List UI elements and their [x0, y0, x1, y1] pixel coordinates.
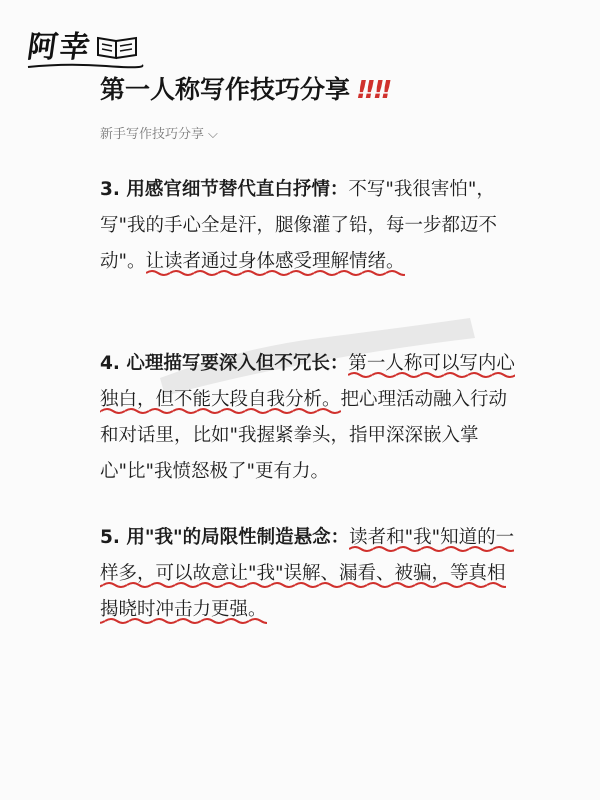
- tip-section-4: [100, 346, 520, 490]
- tip-section-5: [100, 520, 520, 628]
- collection-link[interactable]: [100, 123, 218, 142]
- logo-text: 阿幸: [25, 30, 94, 65]
- chevron-down-icon: ⌵: [208, 127, 218, 142]
- title-text: 第一人称写作技巧分享: [100, 75, 351, 104]
- page-title: [100, 70, 391, 106]
- brand-logo: [26, 22, 146, 72]
- tip-highlight: 第一人称可以写内心独白，但不能大段自我分析。: [100, 353, 515, 415]
- book-icon: [96, 34, 138, 60]
- tip-text: 不写"我很害怕"，写"我的手心全是汗，腿像灌了铅，每一步都迈不动"。: [100, 179, 498, 272]
- tip-heading: 5. 用"我"的局限性制造悬念：: [100, 527, 350, 548]
- tip-section-3: [100, 172, 520, 280]
- tip-highlight: 让读者通过身体感受理解情绪。: [146, 251, 405, 277]
- logo-underline: [26, 62, 144, 70]
- subtitle-text: 新手写作技巧分享: [100, 127, 205, 142]
- tip-highlight: 读者和"我"知道的一样多，可以故意让"我"误解、漏看、被骗，等真相揭晓时冲击力更强。: [100, 527, 514, 625]
- exclamation-marks: ‼‼: [358, 75, 392, 104]
- tip-heading: 4. 心理描写要深入但不冗长：: [100, 353, 349, 374]
- tip-heading: 3. 用感官细节替代直白抒情：: [100, 179, 349, 200]
- tip-text: 把心理活动融入行动和对话里，比如"我握紧拳头，指甲深深嵌入掌心"比"我愤怒极了"更有力。: [100, 389, 508, 482]
